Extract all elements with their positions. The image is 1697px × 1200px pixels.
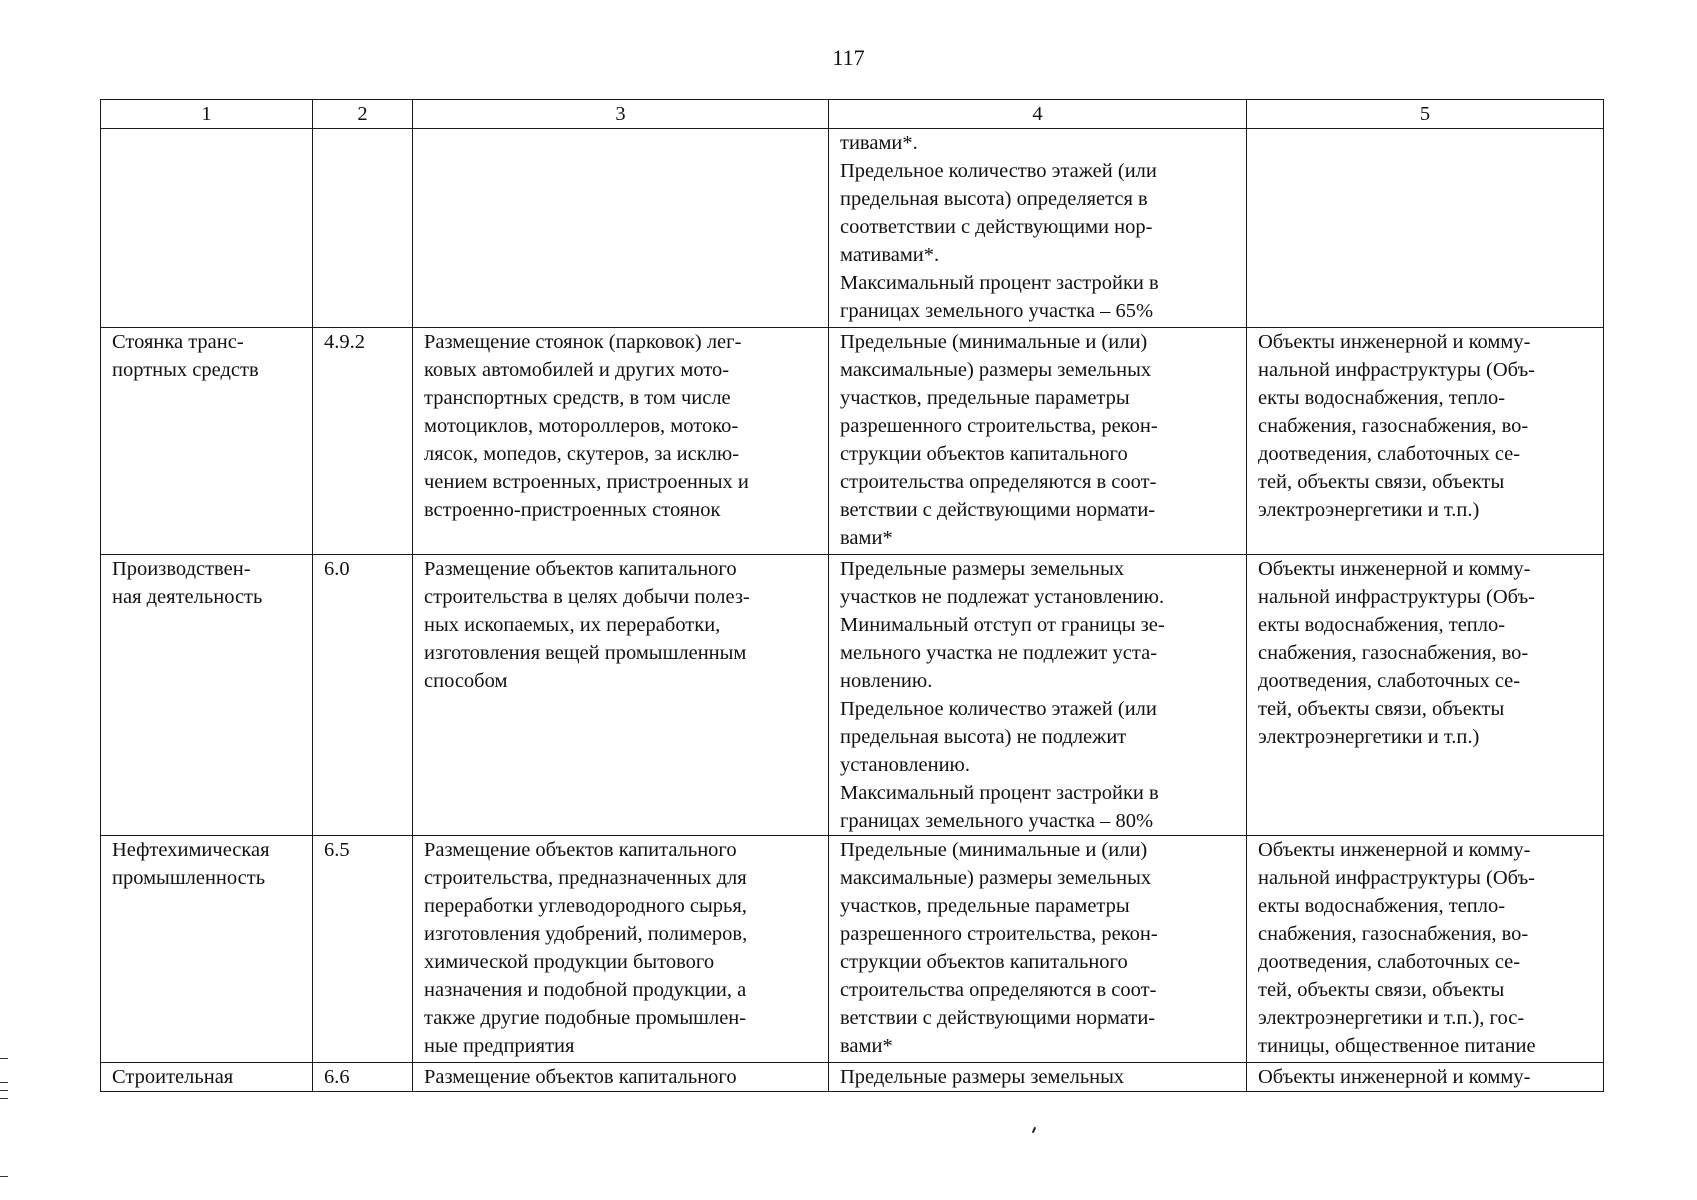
cell-description: Размещение объектов капитального — [413, 1063, 829, 1092]
column-header-4: 4 — [829, 100, 1247, 129]
cell-name: Стоянка транс- портных средств — [101, 328, 313, 555]
column-header-2: 2 — [313, 100, 413, 129]
cell-auxiliary: Объекты инженерной и комму- нальной инфраструктуры (Объ- екты водоснабжения, тепло- снабжения, газоснабжения, во- доотведения, слаботочных се- тей, объекты связи, объекты электроэнергетики и т.п.) — [1247, 328, 1604, 555]
cell-parameters: Предельные размеры земельных участков не подлежат установлению. Минимальный отступ от границы зе- мельного участка не подлежит уста- новлению. Предельное количество этажей (или предельная высота) не подлежит установлению. Максимальный процент застройки в границах земельного участка – 80% — [829, 555, 1247, 836]
table-row — [101, 129, 1604, 328]
column-header-1: 1 — [101, 100, 313, 129]
zoning-table — [100, 99, 1604, 1092]
table-row — [101, 836, 1604, 1063]
cell-description: Размещение объектов капитального строительства, предназначенных для переработки углеводородного сырья, изготовления удобрений, полимеров, химической продукции бытового назначения и подобной продукции, а также другие подобные промышлен- ные предприятия — [413, 836, 829, 1063]
cell-code: 6.0 — [313, 555, 413, 836]
cell-parameters: Предельные размеры земельных — [829, 1063, 1247, 1092]
cell-parameters: Предельные (минимальные и (или) максимальные) размеры земельных участков, предельные параметры разрешенного строительства, рекон- струкции объектов капитального строительства определяются в соот- ветствии с действующими нормати- вами* — [829, 328, 1247, 555]
table-row — [101, 328, 1604, 555]
cell-name: Строительная — [101, 1063, 313, 1092]
cell-auxiliary — [1247, 129, 1604, 328]
cell-parameters: тивами*. Предельное количество этажей (или предельная высота) определяется в соответствии с действующими нор- мативами*. Максимальный процент застройки в границах земельного участка – 65% — [829, 129, 1247, 328]
cell-code — [313, 129, 413, 328]
cell-description — [413, 129, 829, 328]
cell-name: Производствен- ная деятельность — [101, 555, 313, 836]
cell-name — [101, 129, 313, 328]
cell-auxiliary: Объекты инженерной и комму- нальной инфраструктуры (Объ- екты водоснабжения, тепло- снабжения, газоснабжения, во- доотведения, слаботочных се- тей, объекты связи, объекты электроэнергетики и т.п.), гос- тиницы, общественное питание — [1247, 836, 1604, 1063]
scan-margin-mark — [0, 1098, 8, 1099]
cell-parameters: Предельные (минимальные и (или) максимальные) размеры земельных участков, предельные параметры разрешенного строительства, рекон- струкции объектов капитального строительства определяются в соот- ветствии с действующими нормати- вами* — [829, 836, 1247, 1063]
cell-code: 4.9.2 — [313, 328, 413, 555]
table-row — [101, 1063, 1604, 1092]
cell-code: 6.6 — [313, 1063, 413, 1092]
scan-margin-mark — [0, 1082, 8, 1083]
scan-speck — [1032, 1127, 1036, 1133]
table-row — [101, 555, 1604, 836]
scan-margin-mark — [0, 1176, 8, 1177]
cell-auxiliary: Объекты инженерной и комму- нальной инфраструктуры (Объ- екты водоснабжения, тепло- снабжения, газоснабжения, во- доотведения, слаботочных се- тей, объекты связи, объекты электроэнергетики и т.п.) — [1247, 555, 1604, 836]
column-header-5: 5 — [1247, 100, 1604, 129]
cell-auxiliary: Объекты инженерной и комму- — [1247, 1063, 1604, 1092]
scan-margin-mark — [0, 1090, 8, 1091]
cell-code: 6.5 — [313, 836, 413, 1063]
cell-name: Нефтехимическая промышленность — [101, 836, 313, 1063]
table-header-row — [101, 100, 1604, 129]
page-number: 117 — [832, 45, 865, 70]
cell-description: Размещение объектов капитального строительства в целях добычи полез- ных ископаемых, их переработки, изготовления вещей промышленным способом — [413, 555, 829, 836]
cell-description: Размещение стоянок (парковок) лег- ковых автомобилей и других мото- транспортных средств, в том числе мотоциклов, мотороллеров, мотоко- лясок, мопедов, скутеров, за исклю- чением встроенных, пристроенных и встроенно-пристроенных стоянок — [413, 328, 829, 555]
scan-margin-mark — [0, 1058, 8, 1059]
column-header-3: 3 — [413, 100, 829, 129]
